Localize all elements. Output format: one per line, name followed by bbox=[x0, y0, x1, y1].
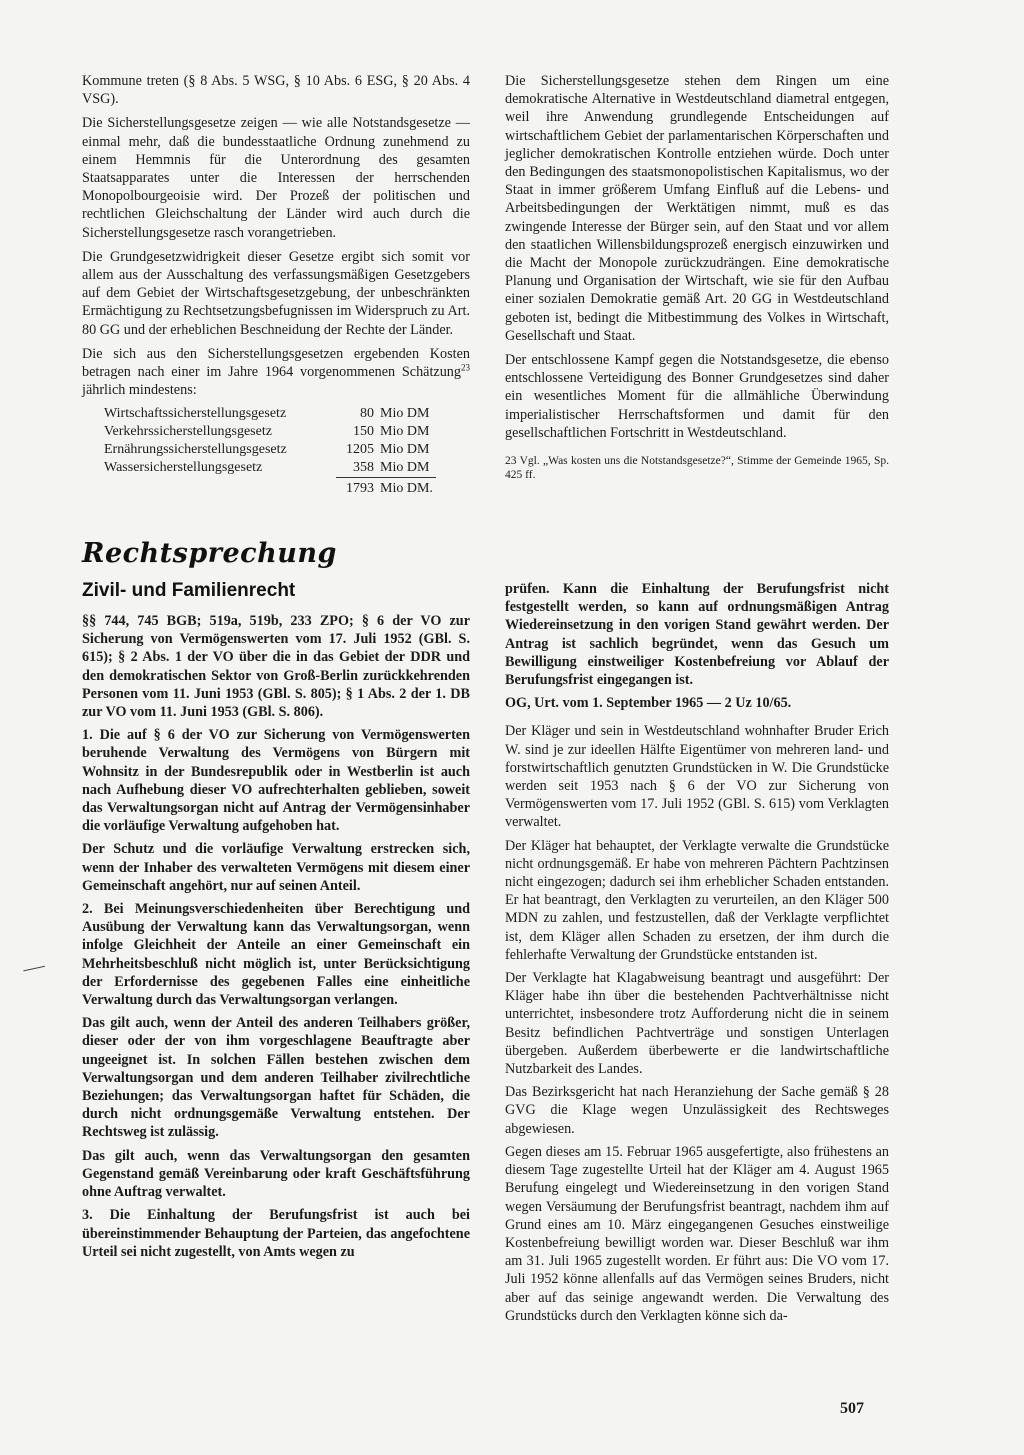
cost-row: Wassersicherstellungsgesetz 358 Mio DM bbox=[104, 460, 430, 476]
paragraph: Das Bezirksgericht hat nach Heranziehung der Sache gemäß § 28 GVG die Klage wegen Unzulässigkeit des Rechtsweges abgewiesen. bbox=[505, 1084, 889, 1137]
bottom-right-column bbox=[505, 580, 889, 1330]
cost-row: Wirtschaftssicherstellungsgesetz 80 Mio DM bbox=[104, 406, 430, 422]
paragraph: Der entschlossene Kampf gegen die Notstandsgesetze, die ebenso entschlossene Verteidigung des Bonner Grundgesetzes sind daher ein wesentliches Moment für die allmähliche Überwindung imperialistischer Herrschaftsformen und damit für den gesellschaftlichen Fortschritt in Westdeutschland. bbox=[505, 352, 889, 441]
headnote-2: 2. Bei Meinungsverschiedenheiten über Berechtigung und Ausübung der Verwaltung kann das Verwaltungsorgan, wenn infolge Gleichheit der Anteile an einer Gemeinschaft ein Mehrheitsbeschluß nicht möglich ist, unter Berücksichtigung der Erfordernisse des gegebenen Falles eine einheitliche Verwaltung durch das Verwaltungsorgan verlangen. bbox=[82, 901, 470, 1009]
paragraph: Der Kläger und sein in Westdeutschland wohnhafter Bruder Erich W. sind je zur ideellen Hälfte Eigentümer von mehreren land- und forstwirtschaftlich genutzten Grundstücken in W. Die Grundstücke werden seit 1953 nach § 6 der VO zur Sicherung von Vermögenswerten vom 17. Juli 1952 (GBl. S. 615) vom Verklagten verwaltet. bbox=[505, 723, 889, 831]
paragraph: Kommune treten (§ 8 Abs. 5 WSG, § 10 Abs. 6 ESG, § 20 Abs. 4 VSG). bbox=[82, 73, 470, 108]
headnote-1b: Der Schutz und die vorläufige Verwaltung erstrecken sich, wenn der Inhaber des verwalteten Vermögens mit diesem einer Gemeinschaft angehört, nur auf seinen Anteil. bbox=[82, 841, 470, 894]
top-right-column bbox=[505, 72, 889, 488]
paragraph: Der Verklagte hat Klagabweisung beantragt und ausgeführt: Der Kläger habe ihn über die bestehenden Pachtverhältnisse nicht unterrichtet, insbesondere trotz Aufforderung nicht die in seinem Besitz befindlichen Pachtverträge und sonstigen Unterlagen übergeben. Außerdem überbewerte er die landwirtschaftliche Nutzbarkeit des Landes. bbox=[505, 970, 889, 1078]
cost-table bbox=[104, 405, 470, 498]
footnote: 23 Vgl. „Was kosten uns die Notstandsgesetze?“, Stimme der Gemeinde 1965, Sp. 425 ff. bbox=[505, 455, 889, 482]
statute-citation: §§ 744, 745 BGB; 519a, 519b, 233 ZPO; § 6 der VO zur Sicherung von Vermögenswerten vom 17. Juli 1952 (GBl. S. 615); § 2 Abs. 1 der VO über die in das Gebiet der DDR und den demokratischen Sektor von Groß-Berlin zurückkehrenden Personen vom 11. Juni 1953 (GBl. S. 805); § 1 Abs. 2 der 1. DB zur VO vom 11. Juni 1953 (GBl. S. 806). bbox=[82, 613, 470, 721]
section-title: Rechtsprechung bbox=[82, 538, 337, 569]
paragraph: Die Grundgesetzwidrigkeit dieser Gesetze ergibt sich somit vor allem aus der Ausschaltung des verfassungsmäßigen Gesetzgebers auf dem Gebiet der Wirtschaftsgesetzgebung, der unbeschränkten Ermächtigung zu Rechtsetzungsbefugnissen im Widerspruch zu Art. 80 GG und der erheblichen Beschneidung der Rechte der Länder. bbox=[82, 248, 470, 338]
court-reference: OG, Urt. vom 1. September 1965 — 2 Uz 10/65. bbox=[505, 695, 792, 712]
cost-row: Ernährungssicherstellungsgesetz 1205 Mio DM bbox=[104, 442, 430, 458]
section-subtitle: Zivil- und Familienrecht bbox=[82, 580, 296, 601]
paragraph: Gegen dieses am 15. Februar 1965 ausgefertigte, also frühestens an diesem Tage zugestellte Urteil hat der Kläger am 4. August 1965 Berufung eingelegt und Wiedereinsetzung in den vorigen Stand wegen Versäumung der Berufungsfrist beantragt, nachdem ihm auf Grund eines am 10. März eingegangenen Gesuches einstweilige Kostenbefreiung bewilligt worden war. Dieser Beschluß war ihm am 31. Juli 1965 zugestellt worden. Er führt aus: Die VO vom 17. Juli 1952 könne allenfalls auf das Vermögen seines Bruders, nicht aber auf das seinige angewandt werden. Die Verwaltung des Grundstücks durch den Verklagten könne sich da- bbox=[505, 1143, 889, 1324]
headnote-3-continued: prüfen. Kann die Einhaltung der Berufungsfrist nicht festgestellt werden, so kann auf ordnungsmäßigen Antrag Wiedereinsetzung in den vorigen Stand gewährt werden. Der Antrag ist sachlich begründet, wenn das Gesuch um Bewilligung einstweiliger Kostenbefreiung vor Ablauf der Berufungsfrist eingegangen ist. bbox=[505, 581, 889, 689]
page-number: 507 bbox=[840, 1400, 864, 1417]
paragraph: Der Kläger hat behauptet, der Verklagte verwalte die Grundstücke nicht ordnungsgemäß. Er habe von mehreren Pächtern Pachtzinsen nicht eingezogen; dadurch sei ihm erheblicher Schaden entstanden. Er hat beantragt, den Verklagten zu verurteilen, an den Kläger 500 MDN zu zahlen, und festzustellen, daß der Verklagte verpflichtet ist, dem Kläger allen Schaden zu ersetzen, der ihm durch die fehlerhafte Verwaltung der Grundstücke entstanden ist. bbox=[505, 837, 889, 963]
bottom-left-column bbox=[82, 612, 470, 1266]
margin-pencil-mark bbox=[23, 966, 46, 979]
paragraph: Die Sicherstellungsgesetze zeigen — wie alle Notstandsgesetze — einmal mehr, daß die bundesstaatliche Ordnung zunehmend zu einem Hemmnis für die Unterordnung des gesamten Staatsapparates unter die Interessen der herrschenden Monopolbourgeoisie wird. Der Prozeß der politischen und rechtlichen Gleichschaltung der Länder wird auch durch die Sicherstellungsgesetze rasch vorangetrieben. bbox=[82, 115, 470, 241]
cost-row: Verkehrssicherstellungsgesetz 150 Mio DM bbox=[104, 424, 430, 440]
headnote-1: 1. Die auf § 6 der VO zur Sicherung von Vermögenswerten beruhende Verwaltung des Vermögens von Bürgern mit Wohnsitz in der Bundesrepublik oder in Westberlin ist auch nach Aufhebung dieser VO aufrechterhalten geblieben, soweit das Verwaltungsorgan nicht auf Antrag der Vermögensinhaber die vorläufige Verwaltung aufgehoben hat. bbox=[82, 727, 470, 835]
paragraph: Die Sicherstellungsgesetze stehen dem Ringen um eine demokratische Alternative in Westdeutschland diametral entgegen, weil ihre Anwendung grundlegende Entscheidungen auf wirtschaftlichem Gebiet der parlamentarischen Körperschaften und jeglicher demokratischen Kontrolle entziehen würde. Doch unter den Bedingungen des staatsmonopolistischen Kapitalismus, wo der Staat in immer größerem Umfang Einfluß auf die Lebens- und Arbeitsbedingungen der Werktätigen nimmt, muß es das zwingende Interesse der Bürger sein, auf den Staat und vor allem den staatlichen Willensbildungsprozeß energisch einzuwirken und die Macht der Monopole zurückzudrängen. Eine demokratische Planung und Organisation der Wirtschaft, wie sie für den Aufbau einer sozialen Demokratie gemäß Art. 20 GG in Westdeutschland geboten ist, bedingt die Mitbestimmung des Volkes in Wirtschaft, Gesellschaft und Staat. bbox=[505, 73, 889, 344]
paragraph: Die sich aus den Sicherstellungsgesetzen ergebenden Kosten betragen nach einer im Jahre 1964 vorgenommenen Schätzung$^{23}$ jährlich mindestens: bbox=[82, 345, 470, 399]
headnote-2b: Das gilt auch, wenn der Anteil des anderen Teilhabers größer, dieser oder der von ihm vorgeschlagene Beauftragte aber ungeeignet ist. In solchen Fällen bestehen zwischen dem Verwaltungsorgan und dem anderen Teilhaber zivilrechtliche Beziehungen; das Verwaltungsorgan haftet für Schäden, die durch nicht ordnungsgemäße Verwaltung entstehen. Der Rechtsweg ist zulässig. bbox=[82, 1015, 470, 1141]
headnote-2c: Das gilt auch, wenn das Verwaltungsorgan den gesamten Gegenstand gemäß Vereinbarung oder kraft Geschäftsführung ohne Auftrag verwaltet. bbox=[82, 1147, 470, 1201]
cost-total: 1793 Mio DM. bbox=[336, 477, 436, 498]
headnote-3: 3. Die Einhaltung der Berufungsfrist ist auch bei übereinstimmender Behauptung der Parteien, das angefochtene Urteil sei nicht zugestellt, von Amts wegen zu bbox=[82, 1207, 470, 1260]
footnote-ref: 23 bbox=[461, 362, 470, 373]
top-left-column bbox=[82, 72, 470, 498]
